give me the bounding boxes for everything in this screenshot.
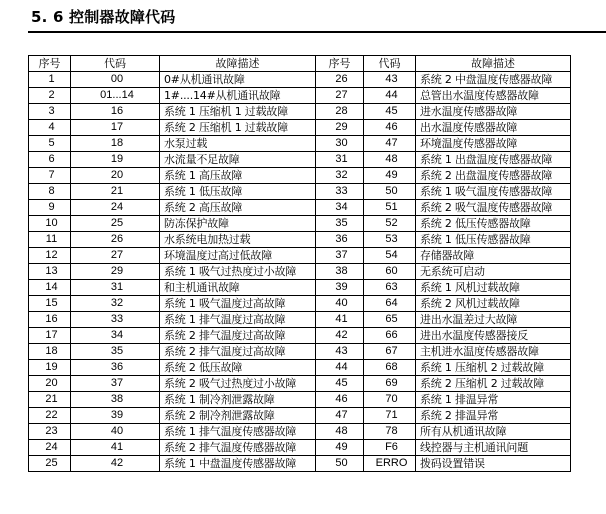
code-cell: 69 — [364, 376, 416, 392]
description-cell: 系统 1 出盘温度传感器故障 — [416, 152, 571, 168]
description-cell: 进水温度传感器故障 — [416, 104, 571, 120]
code-cell: 32 — [71, 296, 160, 312]
description-cell: 系统 2 制冷剂泄露故障 — [160, 408, 316, 424]
description-cell: 系统 1 吸气温度传感器故障 — [416, 184, 571, 200]
table-row — [29, 376, 571, 392]
table-row — [29, 456, 571, 472]
description-cell: 系统 1 风机过载故障 — [416, 280, 571, 296]
seq-cell: 48 — [316, 424, 364, 440]
description-cell: 系统 2 低压故障 — [160, 360, 316, 376]
seq-cell: 18 — [29, 344, 71, 360]
header-seq: 序号 — [316, 56, 364, 72]
table-row — [29, 232, 571, 248]
table-row — [29, 424, 571, 440]
seq-cell: 2 — [29, 88, 71, 104]
description-cell: 进出水温度传感器接反 — [416, 328, 571, 344]
seq-cell: 42 — [316, 328, 364, 344]
code-cell: 37 — [71, 376, 160, 392]
code-cell: 41 — [71, 440, 160, 456]
seq-cell: 10 — [29, 216, 71, 232]
description-cell: 环境温度过高过低故障 — [160, 248, 316, 264]
description-cell: 系统 1 高压故障 — [160, 168, 316, 184]
seq-cell: 9 — [29, 200, 71, 216]
description-cell: 拨码设置错误 — [416, 456, 571, 472]
code-cell: 33 — [71, 312, 160, 328]
table-header-row — [29, 56, 571, 72]
description-cell: 系统 1 排气温度过高故障 — [160, 312, 316, 328]
code-cell: 42 — [71, 456, 160, 472]
code-cell: 19 — [71, 152, 160, 168]
seq-cell: 46 — [316, 392, 364, 408]
description-cell: 水系统电加热过载 — [160, 232, 316, 248]
code-cell: 21 — [71, 184, 160, 200]
seq-cell: 3 — [29, 104, 71, 120]
code-cell: F6 — [364, 440, 416, 456]
table-row — [29, 344, 571, 360]
code-cell: 47 — [364, 136, 416, 152]
description-cell: 系统 2 吸气过热度过小故障 — [160, 376, 316, 392]
code-cell: 16 — [71, 104, 160, 120]
code-cell: 49 — [364, 168, 416, 184]
code-cell: 24 — [71, 200, 160, 216]
code-cell: 60 — [364, 264, 416, 280]
seq-cell: 33 — [316, 184, 364, 200]
seq-cell: 7 — [29, 168, 71, 184]
table-row — [29, 392, 571, 408]
seq-cell: 19 — [29, 360, 71, 376]
description-cell: 水流量不足故障 — [160, 152, 316, 168]
description-cell: 系统 1 低压传感器故障 — [416, 232, 571, 248]
seq-cell: 24 — [29, 440, 71, 456]
seq-cell: 32 — [316, 168, 364, 184]
table-row — [29, 296, 571, 312]
seq-cell: 4 — [29, 120, 71, 136]
seq-cell: 40 — [316, 296, 364, 312]
description-cell: 系统 2 排气温度过高故障 — [160, 328, 316, 344]
table-row — [29, 72, 571, 88]
description-cell: 系统 2 高压故障 — [160, 200, 316, 216]
description-cell: 所有从机通讯故障 — [416, 424, 571, 440]
description-cell: 系统 2 排温异常 — [416, 408, 571, 424]
code-cell: 68 — [364, 360, 416, 376]
description-cell: 系统 2 压缩机 2 过载故障 — [416, 376, 571, 392]
code-cell: 50 — [364, 184, 416, 200]
code-cell: 54 — [364, 248, 416, 264]
code-cell: 35 — [71, 344, 160, 360]
table-row — [29, 408, 571, 424]
table-row — [29, 312, 571, 328]
seq-cell: 30 — [316, 136, 364, 152]
seq-cell: 11 — [29, 232, 71, 248]
code-cell: 64 — [364, 296, 416, 312]
code-cell: 65 — [364, 312, 416, 328]
seq-cell: 41 — [316, 312, 364, 328]
code-cell: 40 — [71, 424, 160, 440]
description-cell: 系统 2 压缩机 1 过载故障 — [160, 120, 316, 136]
seq-cell: 23 — [29, 424, 71, 440]
seq-cell: 22 — [29, 408, 71, 424]
code-cell: 36 — [71, 360, 160, 376]
description-cell: 系统 2 排气温度过高故障 — [160, 344, 316, 360]
section-heading: 5. 6 控制器故障代码 — [31, 8, 176, 26]
description-cell: 系统 1 低压故障 — [160, 184, 316, 200]
code-cell: 25 — [71, 216, 160, 232]
seq-cell: 44 — [316, 360, 364, 376]
table-row — [29, 200, 571, 216]
table-row — [29, 328, 571, 344]
seq-cell: 25 — [29, 456, 71, 472]
table-row — [29, 88, 571, 104]
header-code: 代码 — [71, 56, 160, 72]
code-cell: 66 — [364, 328, 416, 344]
description-cell: 防冻保护故障 — [160, 216, 316, 232]
table-row — [29, 184, 571, 200]
code-cell: 00 — [71, 72, 160, 88]
table-row — [29, 216, 571, 232]
description-cell: 无系统可启动 — [416, 264, 571, 280]
description-cell: 线控器与主机通讯问题 — [416, 440, 571, 456]
seq-cell: 28 — [316, 104, 364, 120]
seq-cell: 39 — [316, 280, 364, 296]
description-cell: 水泵过载 — [160, 136, 316, 152]
seq-cell: 27 — [316, 88, 364, 104]
code-cell: 46 — [364, 120, 416, 136]
description-cell: 系统 1 压缩机 1 过载故障 — [160, 104, 316, 120]
description-cell: 系统 2 风机过载故障 — [416, 296, 571, 312]
table-row — [29, 152, 571, 168]
table-row — [29, 104, 571, 120]
code-cell: 18 — [71, 136, 160, 152]
description-cell: 和主机通讯故障 — [160, 280, 316, 296]
description-cell: 系统 1 吸气过热度过小故障 — [160, 264, 316, 280]
seq-cell: 34 — [316, 200, 364, 216]
seq-cell: 37 — [316, 248, 364, 264]
seq-cell: 43 — [316, 344, 364, 360]
code-cell: 48 — [364, 152, 416, 168]
code-cell: 78 — [364, 424, 416, 440]
code-cell: 38 — [71, 392, 160, 408]
header-description: 故障描述 — [416, 56, 571, 72]
code-cell: 39 — [71, 408, 160, 424]
code-cell: ERRO — [364, 456, 416, 472]
code-cell: 43 — [364, 72, 416, 88]
table-row — [29, 360, 571, 376]
code-cell: 71 — [364, 408, 416, 424]
table-row — [29, 120, 571, 136]
code-cell: 29 — [71, 264, 160, 280]
description-cell: 环境温度传感器故障 — [416, 136, 571, 152]
seq-cell: 13 — [29, 264, 71, 280]
code-cell: 44 — [364, 88, 416, 104]
seq-cell: 26 — [316, 72, 364, 88]
seq-cell: 20 — [29, 376, 71, 392]
header-description: 故障描述 — [160, 56, 316, 72]
description-cell: 进出水温差过大故障 — [416, 312, 571, 328]
seq-cell: 5 — [29, 136, 71, 152]
fault-code-table — [28, 55, 571, 472]
description-cell: 系统 1 吸气温度过高故障 — [160, 296, 316, 312]
description-cell: 系统 2 出盘温度传感器故障 — [416, 168, 571, 184]
table-body — [29, 72, 571, 472]
description-cell: 出水温度传感器故障 — [416, 120, 571, 136]
heading-rule — [28, 31, 606, 33]
description-cell: 存储器故障 — [416, 248, 571, 264]
code-cell: 67 — [364, 344, 416, 360]
code-cell: 26 — [71, 232, 160, 248]
seq-cell: 49 — [316, 440, 364, 456]
table-row — [29, 136, 571, 152]
description-cell: 系统 1 制冷剂泄露故障 — [160, 392, 316, 408]
description-cell: 系统 2 中盘温度传感器故障 — [416, 72, 571, 88]
code-cell: 31 — [71, 280, 160, 296]
seq-cell: 38 — [316, 264, 364, 280]
seq-cell: 16 — [29, 312, 71, 328]
description-cell: 系统 2 低压传感器故障 — [416, 216, 571, 232]
code-cell: 17 — [71, 120, 160, 136]
seq-cell: 31 — [316, 152, 364, 168]
description-cell: 系统 1 压缩机 2 过载故障 — [416, 360, 571, 376]
seq-cell: 8 — [29, 184, 71, 200]
header-seq: 序号 — [29, 56, 71, 72]
description-cell: 系统 1 排温异常 — [416, 392, 571, 408]
description-cell: 0#从机通讯故障 — [160, 72, 316, 88]
description-cell: 系统 2 排气温度传感器故障 — [160, 440, 316, 456]
code-cell: 34 — [71, 328, 160, 344]
header-code: 代码 — [364, 56, 416, 72]
seq-cell: 6 — [29, 152, 71, 168]
table-row — [29, 168, 571, 184]
seq-cell: 21 — [29, 392, 71, 408]
description-cell: 系统 1 排气温度传感器故障 — [160, 424, 316, 440]
code-cell: 27 — [71, 248, 160, 264]
code-cell: 70 — [364, 392, 416, 408]
table-row — [29, 280, 571, 296]
code-cell: 01...14 — [71, 88, 160, 104]
seq-cell: 35 — [316, 216, 364, 232]
seq-cell: 12 — [29, 248, 71, 264]
seq-cell: 45 — [316, 376, 364, 392]
code-cell: 53 — [364, 232, 416, 248]
code-cell: 45 — [364, 104, 416, 120]
seq-cell: 15 — [29, 296, 71, 312]
description-cell: 系统 1 中盘温度传感器故障 — [160, 456, 316, 472]
code-cell: 63 — [364, 280, 416, 296]
seq-cell: 36 — [316, 232, 364, 248]
seq-cell: 47 — [316, 408, 364, 424]
description-cell: 系统 2 吸气温度传感器故障 — [416, 200, 571, 216]
code-cell: 51 — [364, 200, 416, 216]
table-row — [29, 248, 571, 264]
seq-cell: 17 — [29, 328, 71, 344]
code-cell: 52 — [364, 216, 416, 232]
description-cell: 1#....14#从机通讯故障 — [160, 88, 316, 104]
table-row — [29, 264, 571, 280]
table-row — [29, 440, 571, 456]
seq-cell: 50 — [316, 456, 364, 472]
seq-cell: 14 — [29, 280, 71, 296]
seq-cell: 1 — [29, 72, 71, 88]
seq-cell: 29 — [316, 120, 364, 136]
description-cell: 总管出水温度传感器故障 — [416, 88, 571, 104]
code-cell: 20 — [71, 168, 160, 184]
description-cell: 主机进水温度传感器故障 — [416, 344, 571, 360]
